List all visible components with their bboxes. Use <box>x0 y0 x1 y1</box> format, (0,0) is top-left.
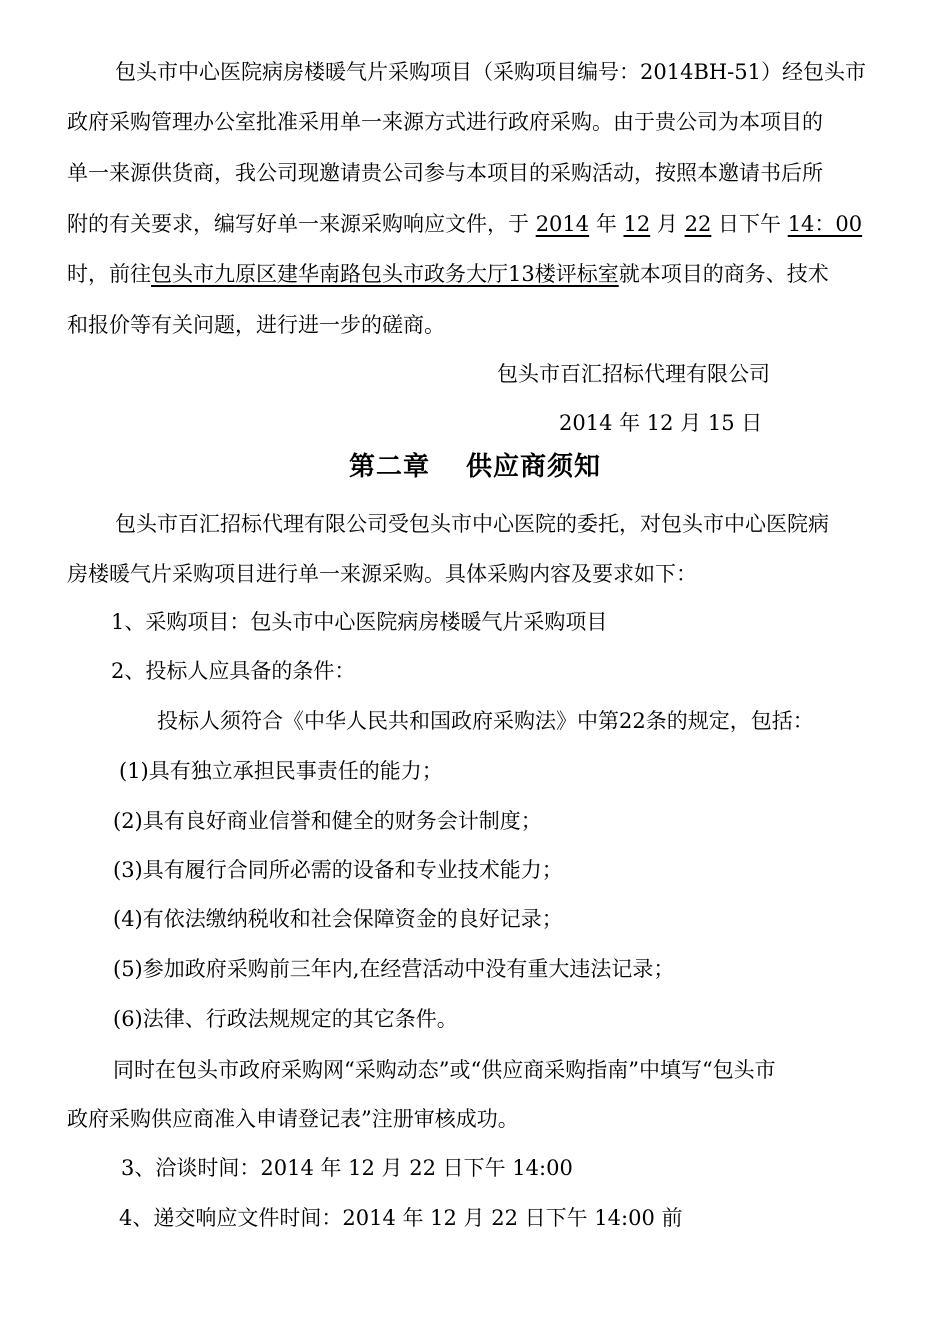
condition-5: (5)参加政府采购前三年内,在经营活动中没有重大违法记录； <box>113 957 675 981</box>
condition-4: (4)有依法缴纳税收和社会保障资金的良好记录； <box>113 907 563 931</box>
law-requirement: 投标人须符合《中华人民共和国政府采购法》中第22条的规定，包括： <box>157 709 814 733</box>
item-submission-time: 4、递交响应文件时间：2014 年 12 月 22 日下午 14:00 前 <box>119 1206 683 1230</box>
chapter-title: 供应商须知 <box>466 452 602 482</box>
condition-2: (2)具有良好商业信誉和健全的财务会计制度； <box>113 809 542 833</box>
invitation-text: 日下午 <box>711 212 788 236</box>
registration-line-1: 同时在包头市政府采购网“采购动态”或“供应商采购指南”中填写“包头市 <box>113 1058 776 1082</box>
meeting-year: 2014 <box>535 212 590 236</box>
notice-intro-line-1: 包头市百汇招标代理有限公司受包头市中心医院的委托，对包头市中心医院病 <box>115 512 829 536</box>
meeting-place: 包头市九原区建华南路包头市政务大厅13楼评标室 <box>151 262 619 286</box>
item-bidder-conditions: 2、投标人应具备的条件： <box>111 659 356 683</box>
invitation-line-6: 和报价等有关问题，进行进一步的磋商。 <box>67 313 445 337</box>
invitation-text: 年 <box>589 212 624 236</box>
item-negotiation-time: 3、洽谈时间：2014 年 12 月 22 日下午 14:00 <box>121 1156 573 1180</box>
invitation-text: 时，前往 <box>67 262 151 286</box>
invitation-line-3: 单一来源供货商，我公司现邀请贵公司参与本项目的采购活动，按照本邀请书后所 <box>67 161 823 185</box>
condition-1: (1)具有独立承担民事责任的能力； <box>119 759 443 783</box>
invitation-text: 月 <box>650 212 685 236</box>
notice-intro-line-2: 房楼暖气片采购项目进行单一来源采购。具体采购内容及要求如下： <box>67 562 697 586</box>
condition-3: (3)具有履行合同所必需的设备和专业技术能力； <box>113 858 563 882</box>
chapter-number: 第二章 <box>348 452 430 482</box>
invitation-text: 就本项目的商务、技术 <box>618 262 829 286</box>
meeting-time: 14：00 <box>787 212 863 236</box>
invitation-line-2: 政府采购管理办公室批准采用单一来源方式进行政府采购。由于贵公司为本项目的 <box>67 110 823 134</box>
invitation-text: 附的有关要求，编写好单一来源采购响应文件，于 <box>67 212 536 236</box>
item-procurement-project: 1、采购项目：包头市中心医院病房楼暖气片采购项目 <box>111 610 608 634</box>
invitation-line-4 <box>67 209 862 239</box>
invitation-line-1: 包头市中心医院病房楼暖气片采购项目（采购项目编号：2014BH-51）经包头市 <box>115 60 867 84</box>
meeting-day: 22 <box>684 212 712 236</box>
invitation-line-5 <box>67 259 829 289</box>
signing-date: 2014 年 12 月 15 日 <box>559 411 763 435</box>
signer-name: 包头市百汇招标代理有限公司 <box>497 362 770 386</box>
chapter-heading <box>0 449 950 485</box>
condition-6: (6)法律、行政法规规定的其它条件。 <box>113 1007 458 1031</box>
registration-line-2: 政府采购供应商准入申请登记表”注册审核成功。 <box>67 1107 519 1131</box>
meeting-month: 12 <box>623 212 651 236</box>
